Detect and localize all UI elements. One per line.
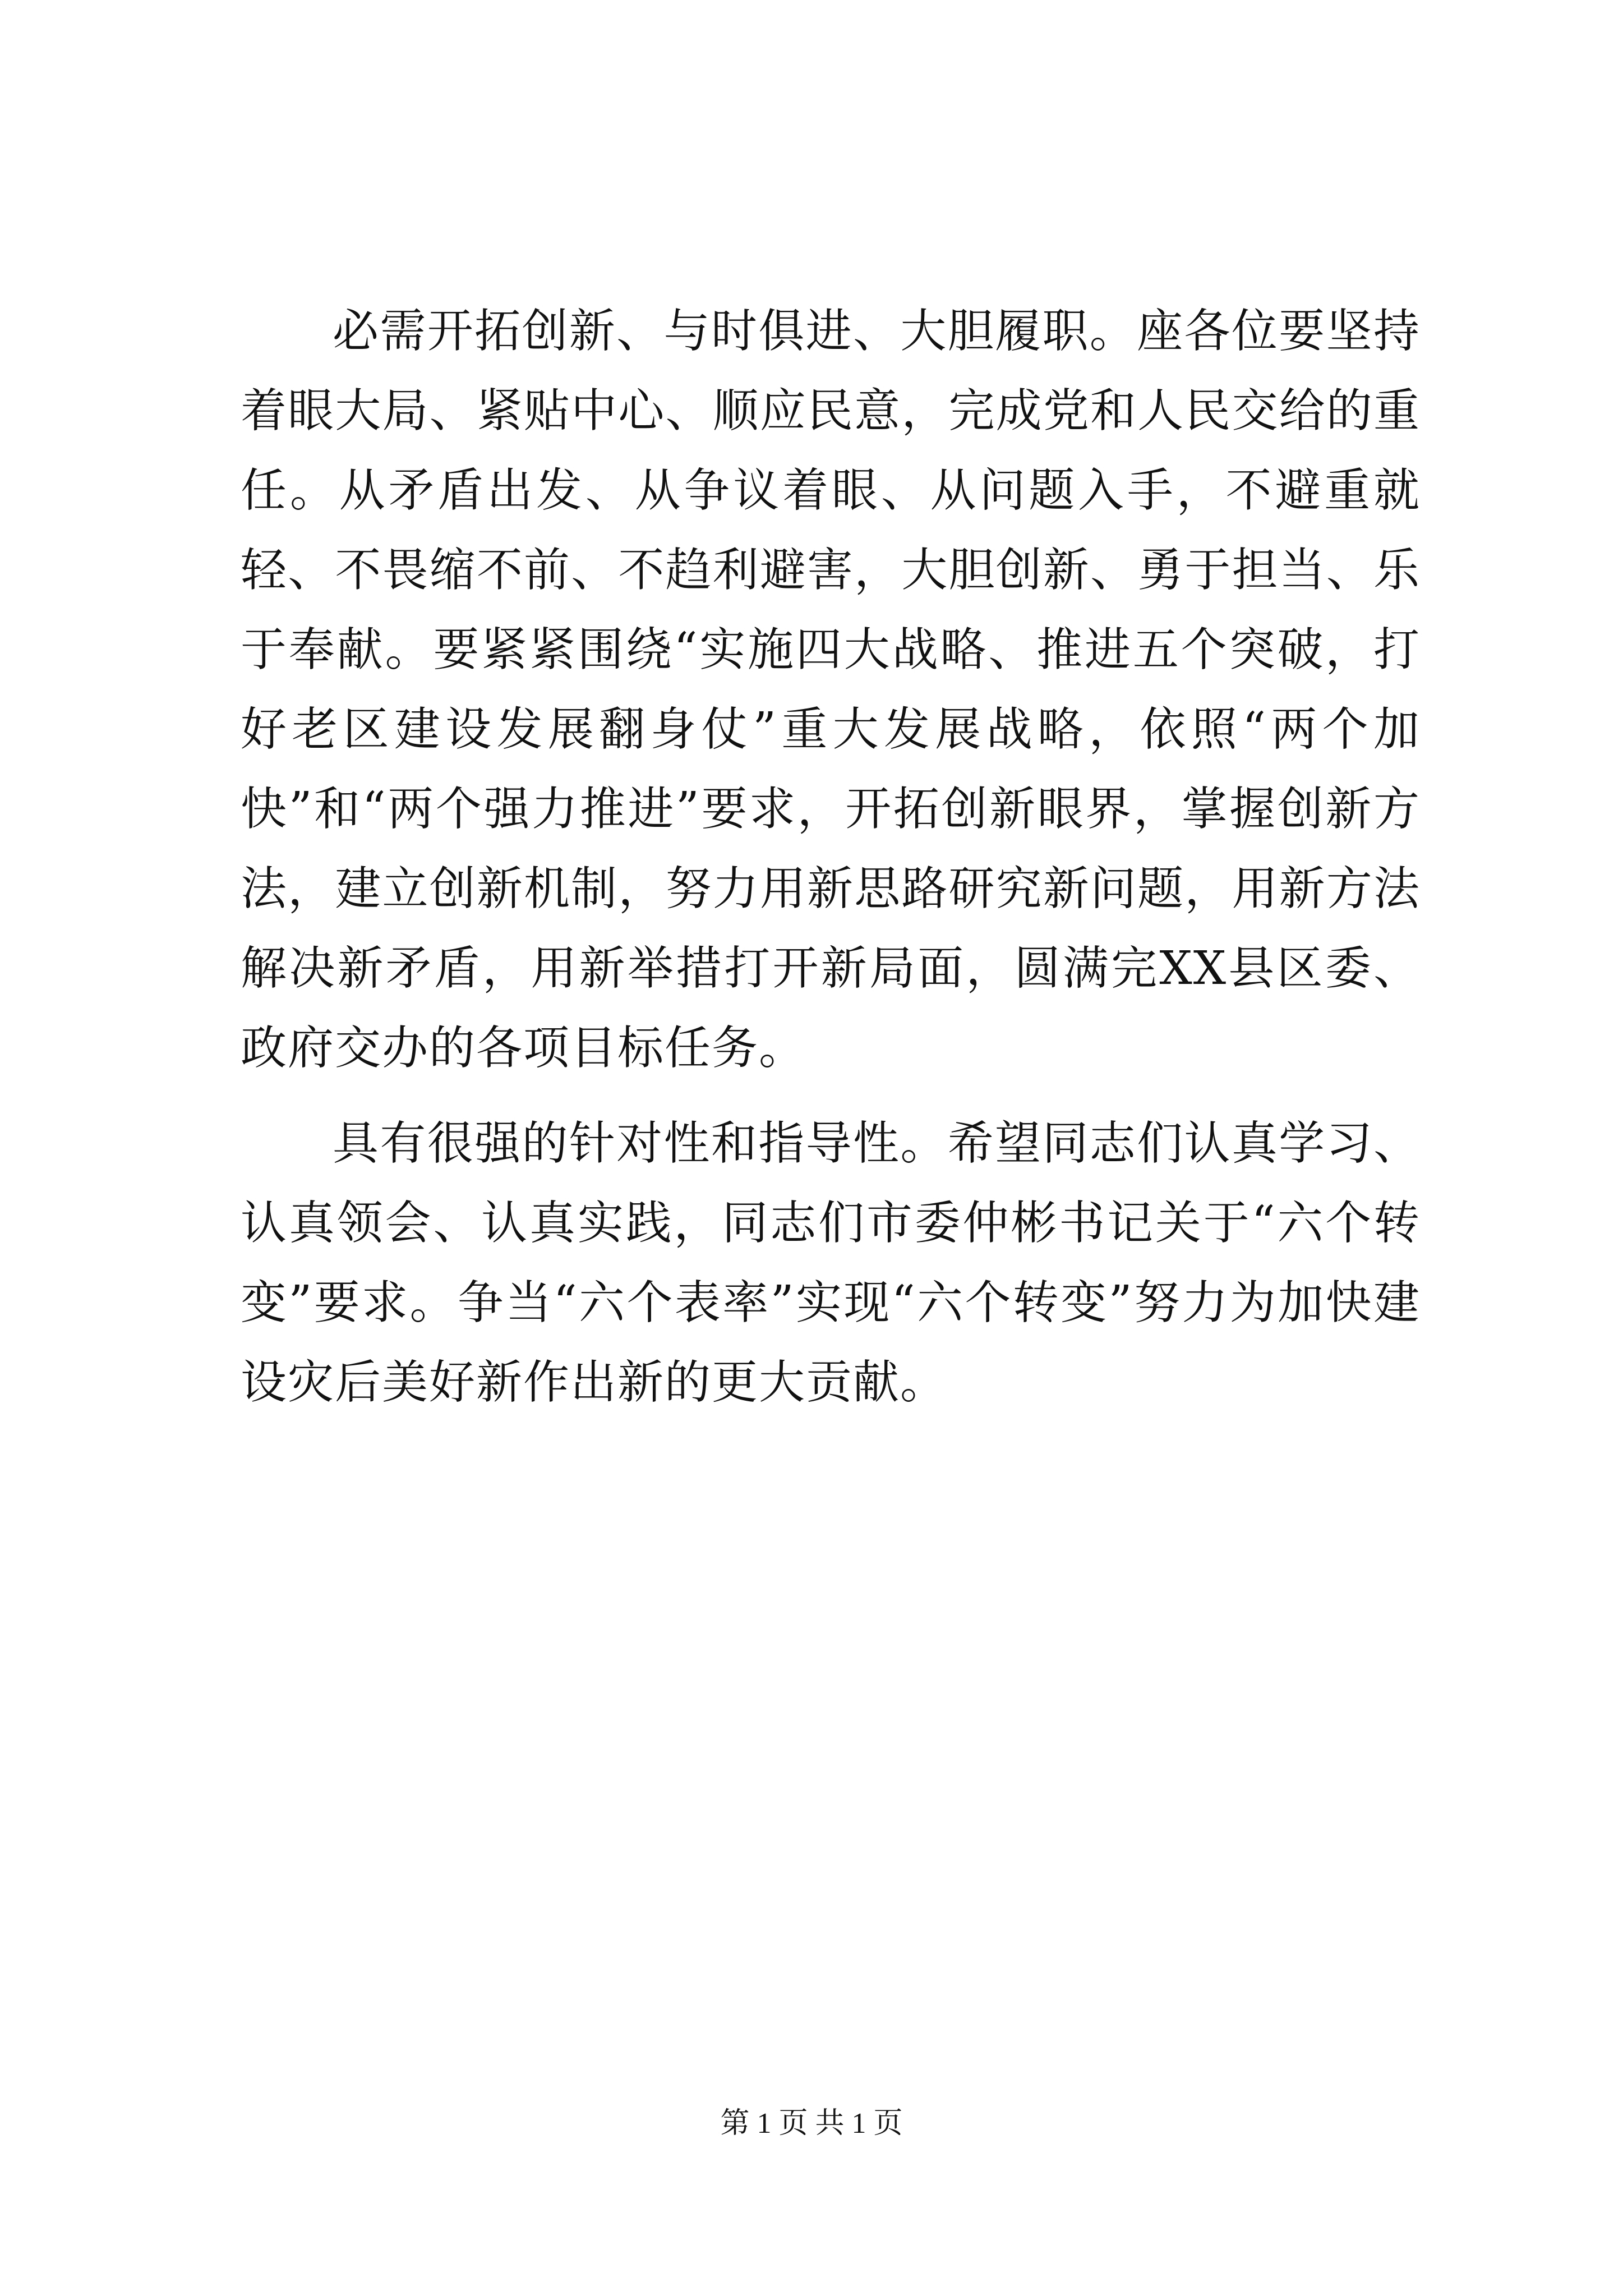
paragraph-1: 必需开拓创新、与时俱进、大胆履职。座各位要坚持着眼大局、紧贴中心、顺应民意，完成党和人民交给的重任。从矛盾出发、从争议着眼、从问题入手，不避重就轻、不畏缩不前、不趋利避害，大胆创新、勇于担当、乐于奉献。要紧紧围绕“实施四大战略、推进五个突破，打好老区建设发展翻身仗”重大发展战略，依照“两个加快”和“两个强力推进”要求，开拓创新眼界，掌握创新方法，建立创新机制，努力用新思路研究新问题，用新方法解决新矛盾，用新举措打开新局面，圆满完XX县区委、政府交办的各项目标任务。 xyxy=(241,305,1421,1075)
paragraph-2: 具有很强的针对性和指导性。希望同志们认真学习、认真领会、认真实践，同志们市委仲彬书记关于“六个转变”要求。争当“六个表率”实现“六个转变”努力为加快建设灾后美好新作出新的更大贡献。 xyxy=(241,1117,1421,1409)
document-body xyxy=(241,292,1421,1438)
page-number-footer: 第 1 页 共 1 页 xyxy=(720,2108,903,2139)
